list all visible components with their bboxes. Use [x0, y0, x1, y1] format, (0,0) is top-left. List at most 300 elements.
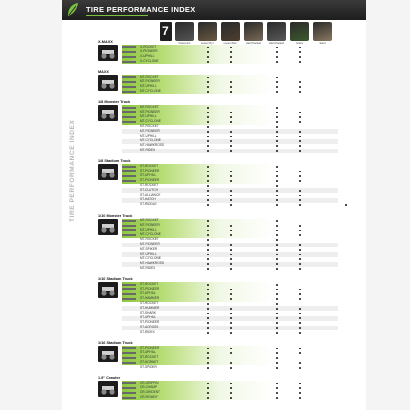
rating-dot-icon: [276, 136, 278, 138]
rating-dot-icon: [276, 185, 278, 187]
rating-dot-icon: [276, 383, 278, 385]
tire-name: CR-GRIDENT: [140, 390, 161, 395]
rating-dot-icon: [276, 362, 278, 364]
rating-dot-icon: [207, 225, 209, 227]
tire-brand-logo-icon: [122, 347, 136, 349]
rating-dot-icon: [299, 332, 301, 334]
tire-brand-logo-icon: [122, 225, 136, 227]
table-row: [122, 396, 338, 401]
rating-dot-icon: [276, 47, 278, 49]
tire-name: ST-PIONEER: [140, 345, 160, 350]
rating-dot-icon: [207, 244, 209, 246]
tire-name: ST-PIONEER: [140, 178, 160, 183]
rating-dot-icon: [207, 190, 209, 192]
rating-dot-icon: [230, 171, 232, 173]
rating-dot-icon: [230, 230, 232, 232]
tire-name: X-CYCLONE: [140, 58, 159, 63]
tire-brand-logo-icon: [122, 51, 136, 53]
rating-dot-icon: [276, 352, 278, 354]
tire-brand-logo-icon: [122, 111, 136, 113]
rating-dot-icon: [299, 313, 301, 315]
rating-dot-icon: [230, 397, 232, 399]
rating-dot-icon: [276, 249, 278, 251]
rating-dot-icon: [207, 254, 209, 256]
rating-dot-icon: [207, 175, 209, 177]
rating-dot-icon: [230, 145, 232, 147]
rating-dot-icon: [230, 225, 232, 227]
rating-dot-icon: [299, 225, 301, 227]
rating-dot-icon: [230, 81, 232, 83]
rating-dot-icon: [230, 244, 232, 246]
rating-dot-icon: [299, 322, 301, 324]
rating-dot-icon: [207, 51, 209, 53]
truck-photo-icon: [98, 105, 118, 121]
rating-dot-icon: [276, 140, 278, 142]
tire-name: MT-ROCKET: [140, 104, 159, 109]
terrain-label: Sand: [319, 42, 326, 45]
rating-dot-icon: [276, 357, 278, 359]
tire-name: MT-PIONEER: [140, 79, 160, 84]
rating-dot-icon: [207, 107, 209, 109]
rating-dot-icon: [207, 81, 209, 83]
rating-dot-icon: [230, 190, 232, 192]
rating-dot-icon: [207, 239, 209, 241]
rating-dot-icon: [230, 56, 232, 58]
rating-dot-icon: [276, 195, 278, 197]
rating-dot-icon: [345, 204, 347, 206]
rating-dot-icon: [207, 230, 209, 232]
rating-dot-icon: [299, 387, 301, 389]
rating-dot-icon: [230, 352, 232, 354]
rating-dot-icon: [230, 116, 232, 118]
rating-dot-icon: [299, 175, 301, 177]
tire-name: ST-PIONEER: [140, 320, 160, 325]
rating-dot-icon: [230, 327, 232, 329]
rating-dot-icon: [207, 308, 209, 310]
rating-dot-icon: [207, 112, 209, 114]
rating-dot-icon: [299, 367, 301, 369]
tire-name: MT-CYCLONE: [140, 232, 161, 237]
table-row: [122, 267, 338, 272]
rating-dot-icon: [276, 263, 278, 265]
rating-dot-icon: [207, 180, 209, 182]
rating-dot-icon: [276, 327, 278, 329]
tire-name: CR-CHAMP: [140, 385, 158, 390]
rating-dot-icon: [299, 150, 301, 152]
rating-dot-icon: [207, 387, 209, 389]
rating-dot-icon: [276, 308, 278, 310]
tire-name: ST-UPHILL: [140, 350, 157, 355]
rating-dot-icon: [230, 317, 232, 319]
rating-dot-icon: [299, 136, 301, 138]
rating-dot-icon: [230, 383, 232, 385]
tire-name: MT-UPHILL: [140, 227, 157, 232]
title-underline: [86, 15, 148, 16]
tire-name: MT-ROCKET: [140, 218, 159, 223]
rating-dot-icon: [299, 230, 301, 232]
tire-name: MT-CYCLONE: [140, 138, 161, 143]
rating-dot-icon: [299, 56, 301, 58]
terrain-label: Pavement: [178, 42, 191, 45]
truck-photo-icon: [98, 219, 118, 235]
rating-dot-icon: [276, 298, 278, 300]
tire-name: MT-PIONEER: [140, 222, 160, 227]
rating-dot-icon: [230, 308, 232, 310]
terrain-photo-icon: [244, 22, 263, 41]
rating-dot-icon: [207, 140, 209, 142]
rating-dot-icon: [207, 303, 209, 305]
tire-name: MT-CYCLONE: [140, 256, 161, 261]
rating-dot-icon: [230, 263, 232, 265]
rating-dot-icon: [230, 204, 232, 206]
rating-dot-icon: [299, 308, 301, 310]
side-title: TIRE PERFORMANCE INDEX: [69, 119, 76, 222]
rating-dot-icon: [207, 357, 209, 359]
terrain-photo-icon: [175, 22, 194, 41]
rating-dot-icon: [207, 195, 209, 197]
rating-dot-icon: [276, 317, 278, 319]
rating-dot-icon: [276, 268, 278, 270]
truck-photo-icon: [98, 75, 118, 91]
rating-dot-icon: [276, 313, 278, 315]
tire-name: X-PIONEER: [140, 49, 158, 54]
rating-dot-icon: [299, 317, 301, 319]
tire-name: MT-HAWKROSS: [140, 143, 164, 148]
rating-dot-icon: [299, 140, 301, 142]
tire-brand-logo-icon: [122, 91, 136, 93]
rating-dot-icon: [230, 392, 232, 394]
tire-name: MT-CYCLONE: [140, 89, 161, 94]
tire-name: ST-ROCKET: [140, 301, 159, 306]
rating-dot-icon: [276, 332, 278, 334]
rating-dot-icon: [299, 180, 301, 182]
rating-dot-icon: [230, 136, 232, 138]
rating-dot-icon: [276, 367, 278, 369]
rating-dot-icon: [276, 166, 278, 168]
rating-dot-icon: [299, 81, 301, 83]
rating-dot-icon: [276, 86, 278, 88]
rating-dot-icon: [299, 293, 301, 295]
tire-name: CR-ROWDY: [140, 395, 158, 400]
rating-dot-icon: [299, 199, 301, 201]
rating-dot-icon: [276, 392, 278, 394]
tire-brand-logo-icon: [122, 397, 136, 399]
tire-brand-logo-icon: [122, 61, 136, 63]
rating-dot-icon: [230, 150, 232, 152]
rating-dot-icon: [276, 150, 278, 152]
terrain-column-0: [175, 22, 194, 45]
rating-dot-icon: [276, 234, 278, 236]
rating-dot-icon: [276, 77, 278, 79]
rating-dot-icon: [276, 289, 278, 291]
section-title: 1/16 Stadium Truck: [98, 341, 133, 346]
rating-dot-icon: [207, 121, 209, 123]
tire-name: MT-RIDEX: [140, 148, 156, 153]
terrain-photo-icon: [313, 22, 332, 41]
rating-dot-icon: [276, 284, 278, 286]
rating-dot-icon: [299, 116, 301, 118]
rating-dot-icon: [230, 86, 232, 88]
rating-dot-icon: [230, 61, 232, 63]
tire-name: MT-ROCKET: [140, 74, 159, 79]
rating-dot-icon: [207, 56, 209, 58]
rating-dot-icon: [207, 289, 209, 291]
rating-dot-icon: [230, 112, 232, 114]
tire-brand-logo-icon: [122, 387, 136, 389]
rating-dot-icon: [207, 327, 209, 329]
rating-dot-icon: [207, 185, 209, 187]
rating-dot-icon: [207, 397, 209, 399]
rating-dot-icon: [299, 289, 301, 291]
tire-name: MT-UPHILL: [140, 84, 157, 89]
rating-dot-icon: [299, 171, 301, 173]
tire-name: MT-UPHILL: [140, 133, 157, 138]
truck-photo-icon: [98, 346, 118, 362]
tire-brand-logo-icon: [122, 166, 136, 168]
rating-dot-icon: [230, 268, 232, 270]
rating-dot-icon: [276, 131, 278, 133]
rating-dot-icon: [230, 387, 232, 389]
rating-dot-icon: [230, 254, 232, 256]
tire-brand-logo-icon: [122, 234, 136, 236]
tire-name: MT-PIONEER: [140, 128, 160, 133]
rating-dot-icon: [299, 298, 301, 300]
rating-dot-icon: [207, 293, 209, 295]
rating-dot-icon: [207, 392, 209, 394]
tire-name: ST-ROCKET: [140, 163, 159, 168]
tire-name: MT-ROCKET: [140, 237, 159, 242]
rating-dot-icon: [276, 81, 278, 83]
rating-dot-icon: [230, 131, 232, 133]
rating-dot-icon: [230, 313, 232, 315]
rating-dot-icon: [276, 61, 278, 63]
rating-dot-icon: [230, 121, 232, 123]
rating-dot-icon: [299, 244, 301, 246]
rating-dot-icon: [276, 244, 278, 246]
rating-dot-icon: [276, 254, 278, 256]
tire-brand-logo-icon: [122, 107, 136, 109]
rating-dot-icon: [207, 131, 209, 133]
rating-dot-icon: [230, 322, 232, 324]
tire-name: MT-SPIKER: [140, 246, 158, 251]
tire-name: ST-HAMMER: [140, 296, 160, 301]
rating-dot-icon: [276, 225, 278, 227]
section-title: 1.9" Crawler: [98, 376, 121, 381]
rating-dot-icon: [207, 322, 209, 324]
rating-dot-icon: [207, 263, 209, 265]
tire-brand-logo-icon: [122, 229, 136, 231]
tire-brand-logo-icon: [122, 81, 136, 83]
rating-dot-icon: [230, 199, 232, 201]
rating-dot-icon: [230, 367, 232, 369]
tire-name: ST-SPIDER: [140, 364, 157, 369]
terrain-column-6: [313, 22, 332, 45]
tire-name: X-UPHILL: [140, 54, 155, 59]
terrain-photo-icon: [290, 22, 309, 41]
rating-dot-icon: [299, 47, 301, 49]
tire-name: ST-ALLIANCE: [140, 192, 161, 197]
tire-name: ST-HUMMER: [140, 305, 160, 310]
tire-name: ST-ROCKET: [140, 355, 159, 360]
terrain-column-5: [290, 22, 309, 45]
table-row: [122, 149, 338, 154]
tire-brand-logo-icon: [122, 220, 136, 222]
rating-dot-icon: [230, 140, 232, 142]
tire-name: CR-GRIFFIN: [140, 380, 159, 385]
rating-dot-icon: [207, 204, 209, 206]
tire-name: ST-HATCH: [140, 197, 156, 202]
tire-name: ST-ROCKET: [140, 183, 159, 188]
tire-brand-logo-icon: [122, 56, 136, 58]
truck-photo-icon: [98, 381, 118, 397]
rating-dot-icon: [299, 61, 301, 63]
rating-dot-icon: [299, 258, 301, 260]
rating-dot-icon: [276, 175, 278, 177]
rating-dot-icon: [207, 166, 209, 168]
rating-dot-icon: [207, 220, 209, 222]
rating-dot-icon: [299, 131, 301, 133]
truck-photo-icon: [98, 164, 118, 180]
rating-dot-icon: [230, 195, 232, 197]
table-row: [122, 365, 338, 370]
rating-dot-icon: [276, 91, 278, 93]
rating-dot-icon: [276, 322, 278, 324]
tire-brand-logo-icon: [122, 357, 136, 359]
rating-dot-icon: [299, 234, 301, 236]
rating-dot-icon: [299, 249, 301, 251]
tire-name: ST-ACROSS: [140, 325, 159, 330]
rating-dot-icon: [276, 171, 278, 173]
rating-dot-icon: [276, 239, 278, 241]
rating-dot-icon: [230, 258, 232, 260]
tire-brand-logo-icon: [122, 382, 136, 384]
tire-name: ST-PIONEER: [140, 286, 160, 291]
rating-dot-icon: [230, 332, 232, 334]
rating-dot-icon: [230, 91, 232, 93]
rating-dot-icon: [276, 220, 278, 222]
rating-dot-icon: [230, 249, 232, 251]
tire-brand-logo-icon: [122, 170, 136, 172]
tire-name: ST-ROCKET: [140, 281, 159, 286]
rating-dot-icon: [207, 383, 209, 385]
rating-dot-icon: [207, 367, 209, 369]
rating-dot-icon: [207, 47, 209, 49]
terrain-label: Hard Packed: [269, 42, 284, 45]
tire-brand-logo-icon: [122, 175, 136, 177]
rating-dot-icon: [207, 136, 209, 138]
rating-dot-icon: [299, 121, 301, 123]
rating-dot-icon: [299, 392, 301, 394]
tire-name: MT-PIONEER: [140, 109, 160, 114]
rating-dot-icon: [299, 204, 301, 206]
tire-brand-logo-icon: [122, 76, 136, 78]
rating-dot-icon: [230, 47, 232, 49]
rating-dot-icon: [276, 303, 278, 305]
tire-name: X-ROCKET: [140, 44, 157, 49]
rating-dot-icon: [299, 112, 301, 114]
rating-dot-icon: [207, 284, 209, 286]
terrain-label: Loose Wet /: [223, 42, 238, 45]
rating-dot-icon: [276, 126, 278, 128]
tire-name: ST-CLUTCH: [140, 187, 158, 192]
rating-dot-icon: [230, 293, 232, 295]
rating-dot-icon: [207, 145, 209, 147]
rating-dot-icon: [276, 204, 278, 206]
rating-dot-icon: [299, 327, 301, 329]
tire-brand-logo-icon: [122, 293, 136, 295]
rating-dot-icon: [230, 362, 232, 364]
rating-dot-icon: [207, 86, 209, 88]
table-row: [122, 330, 338, 335]
rating-dot-icon: [276, 387, 278, 389]
tire-brand-logo-icon: [122, 392, 136, 394]
section-title: 1/8 Stadium Truck: [98, 159, 131, 164]
tire-name: ST-HORNET: [140, 360, 159, 365]
section-title: 1/10 Monster Truck: [98, 213, 133, 218]
tire-name: ST-UPHILL: [140, 291, 157, 296]
rating-dot-icon: [207, 352, 209, 354]
page-title: TIRE PERFORMANCE INDEX: [86, 5, 196, 14]
rating-dot-icon: [207, 348, 209, 350]
rating-dot-icon: [207, 313, 209, 315]
rating-dot-icon: [276, 348, 278, 350]
terrain-photo-icon: [267, 22, 286, 41]
tire-brand-logo-icon: [122, 46, 136, 48]
tire-brand-logo-icon: [122, 86, 136, 88]
rating-dot-icon: [299, 362, 301, 364]
rating-dot-icon: [276, 180, 278, 182]
first-column-badge: [160, 22, 172, 41]
tire-name: ST-UPHILL: [140, 315, 157, 320]
truck-photo-icon: [98, 282, 118, 298]
rating-dot-icon: [207, 234, 209, 236]
terrain-label: Grass: [296, 42, 303, 45]
rating-dot-icon: [207, 249, 209, 251]
tire-brand-logo-icon: [122, 298, 136, 300]
rating-dot-icon: [207, 126, 209, 128]
rating-dot-icon: [207, 199, 209, 201]
rating-dot-icon: [299, 190, 301, 192]
rating-dot-icon: [230, 289, 232, 291]
tire-brand-logo-icon: [122, 121, 136, 123]
rating-dot-icon: [299, 352, 301, 354]
rating-dot-icon: [276, 199, 278, 201]
rating-dot-icon: [276, 397, 278, 399]
section-title: MAXX: [98, 70, 109, 75]
rating-dot-icon: [299, 397, 301, 399]
rating-dot-icon: [299, 51, 301, 53]
tire-brand-logo-icon: [122, 352, 136, 354]
tire-name: MT-HAWKROSS: [140, 261, 164, 266]
rating-dot-icon: [276, 145, 278, 147]
rating-dot-icon: [207, 91, 209, 93]
terrain-photo-icon: [198, 22, 217, 41]
rating-dot-icon: [276, 190, 278, 192]
section-title: X-MAXX: [98, 40, 113, 44]
rating-dot-icon: [276, 107, 278, 109]
table-row: [122, 59, 338, 64]
rating-dot-icon: [299, 348, 301, 350]
tire-name: MT-RIDEX: [140, 266, 156, 271]
rating-dot-icon: [276, 51, 278, 53]
tire-name: ST-RIDEX: [140, 329, 155, 334]
rating-dot-icon: [230, 175, 232, 177]
terrain-label: Loose Dry /: [200, 42, 215, 45]
rating-dot-icon: [276, 230, 278, 232]
rating-dot-icon: [276, 56, 278, 58]
tire-name: ST-SHARK: [140, 310, 156, 315]
tire-name: MT-ROCKET: [140, 124, 159, 129]
